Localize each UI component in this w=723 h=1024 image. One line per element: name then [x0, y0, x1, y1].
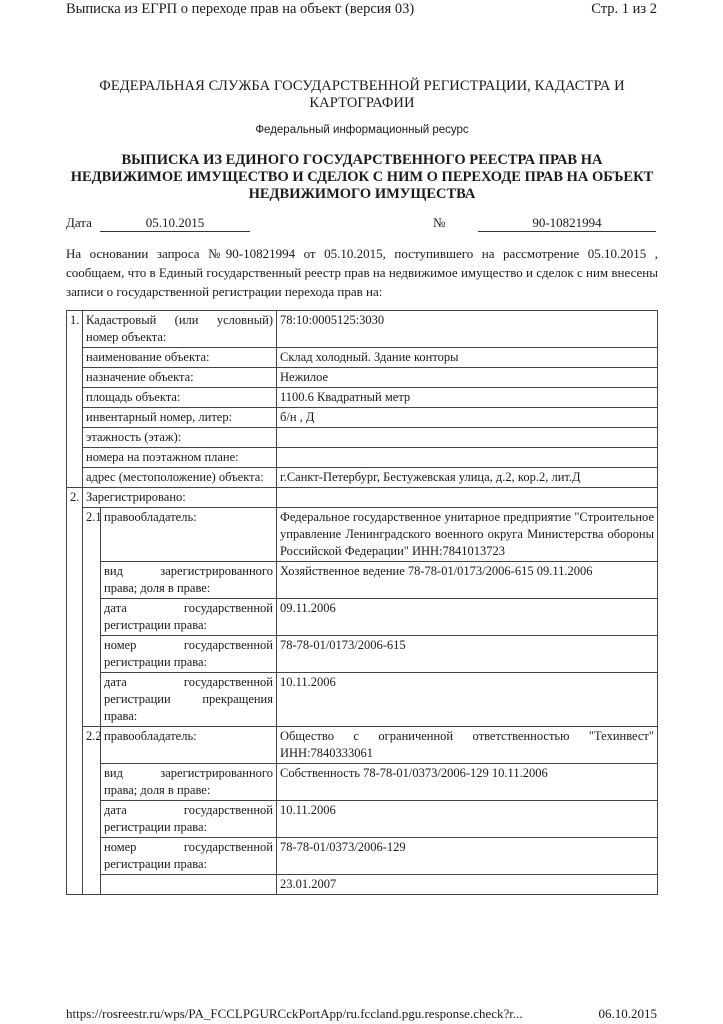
row-value: 78:10:0005125:3030	[277, 311, 658, 348]
number-label: №	[433, 215, 446, 230]
row-value: Собственность 78-78-01/0373/2006-129 10.11.2006	[277, 764, 658, 801]
print-header-page-number: Стр. 1 из 2	[591, 1, 657, 17]
date-number-line	[66, 215, 658, 233]
row-value	[277, 488, 658, 508]
table-row	[67, 488, 658, 508]
row-value: 23.01.2007	[277, 875, 658, 895]
row-label: номер государственной регистрации права:	[101, 636, 277, 673]
row-value: 09.11.2006	[277, 599, 658, 636]
section-number: 1.	[67, 311, 83, 488]
agency-line-1: ФЕДЕРАЛЬНАЯ СЛУЖБА ГОСУДАРСТВЕННОЙ РЕГИСТРАЦИИ, КАДАСТРА И	[99, 78, 625, 94]
table-row	[67, 801, 658, 838]
table-row	[67, 448, 658, 468]
table-row	[67, 673, 658, 727]
row-label: наименование объекта:	[83, 348, 277, 368]
title-line-3: НЕДВИЖИМОГО ИМУЩЕСТВА	[248, 186, 476, 202]
row-value: 10.11.2006	[277, 801, 658, 838]
table-row	[67, 838, 658, 875]
table-row	[67, 764, 658, 801]
agency-line-2: КАРТОГРАФИИ	[309, 95, 415, 111]
title-line-1: ВЫПИСКА ИЗ ЕДИНОГО ГОСУДАРСТВЕННОГО РЕЕСТРА ПРАВ НА	[121, 152, 603, 168]
holder-label: правообладатель:	[101, 727, 277, 764]
row-value: 10.11.2006	[277, 673, 658, 727]
document-title	[66, 152, 658, 203]
table-row	[67, 562, 658, 599]
table-row	[67, 311, 658, 348]
date-label: Дата	[66, 215, 92, 230]
section-number: 2.	[67, 488, 83, 895]
table-row	[67, 636, 658, 673]
table-row	[67, 508, 658, 562]
date-value: 05.10.2015	[100, 215, 250, 232]
table-row	[67, 428, 658, 448]
table-row	[67, 348, 658, 368]
row-label: номера на поэтажном плане:	[83, 448, 277, 468]
agency-name	[66, 78, 658, 112]
row-value: 1100.6 Квадратный метр	[277, 388, 658, 408]
row-value: Нежилое	[277, 368, 658, 388]
holder-number: 2.1	[83, 508, 101, 727]
row-value: Склад холодный. Здание конторы	[277, 348, 658, 368]
row-value: б/н , Д	[277, 408, 658, 428]
row-label: Кадастровый (или условный) номер объекта:	[83, 311, 277, 348]
holder-value: Федеральное государственное унитарное предприятие "Строительное управление Ленинградского военного округа Министерства обороны Российской Федерации" ИНН:7841013723	[277, 508, 658, 562]
row-label: этажность (этаж):	[83, 428, 277, 448]
table-row	[67, 368, 658, 388]
row-label: инвентарный номер, литер:	[83, 408, 277, 428]
row-label: дата государственной регистрации права:	[101, 801, 277, 838]
table-row	[67, 468, 658, 488]
holder-number: 2.2	[83, 727, 101, 895]
print-header-title: Выписка из ЕГРП о переходе прав на объект (версия 03)	[66, 1, 415, 17]
row-label: дата государственной регистрации прекращения права:	[101, 673, 277, 727]
row-value: 78-78-01/0173/2006-615	[277, 636, 658, 673]
row-label: дата государственной регистрации права:	[101, 599, 277, 636]
row-label: площадь объекта:	[83, 388, 277, 408]
holder-label: правообладатель:	[101, 508, 277, 562]
row-value: Хозяйственное ведение 78-78-01/0173/2006-615 09.11.2006	[277, 562, 658, 599]
row-label	[101, 875, 277, 895]
holder-value: Общество с ограниченной ответственностью "Техинвест" ИНН:7840333061	[277, 727, 658, 764]
row-value	[277, 428, 658, 448]
number-value: 90-10821994	[478, 215, 656, 232]
resource-label: Федеральный информационный ресурс	[255, 124, 469, 136]
row-label: назначение объекта:	[83, 368, 277, 388]
footer-url: https://rosreestr.ru/wps/PA_FCCLPGURCckPortApp/ru.fccland.pgu.response.check?r...	[66, 1006, 523, 1021]
row-label: номер государственной регистрации права:	[101, 838, 277, 875]
row-label: вид зарегистрированного права; доля в праве:	[101, 764, 277, 801]
footer-date: 06.10.2015	[598, 1006, 657, 1021]
table-row	[67, 388, 658, 408]
table-row	[67, 875, 658, 895]
row-label: адрес (местоположение) объекта:	[83, 468, 277, 488]
section-label: Зарегистрировано:	[83, 488, 277, 508]
table-row	[67, 727, 658, 764]
extract-table	[66, 310, 658, 895]
title-line-2: НЕДВИЖИМОЕ ИМУЩЕСТВО И СДЕЛОК С НИМ О ПЕРЕХОДЕ ПРАВ НА ОБЪЕКТ	[70, 169, 654, 185]
table-row	[67, 408, 658, 428]
row-value: 78-78-01/0373/2006-129	[277, 838, 658, 875]
table-row	[67, 599, 658, 636]
row-label: вид зарегистрированного права; доля в праве:	[101, 562, 277, 599]
row-value	[277, 448, 658, 468]
row-value: г.Санкт-Петербург, Бестужевская улица, д.2, кор.2, лит.Д	[277, 468, 658, 488]
intro-paragraph: На основании запроса №90-10821994 от 05.10.2015, поступившего на рассмотрение 05.10.2015 , сообщаем, что в Единый государственный реестр прав на недвижимое имущество и сделок с ним внесены записи о государственной регистрации перехода прав на:	[66, 246, 658, 299]
